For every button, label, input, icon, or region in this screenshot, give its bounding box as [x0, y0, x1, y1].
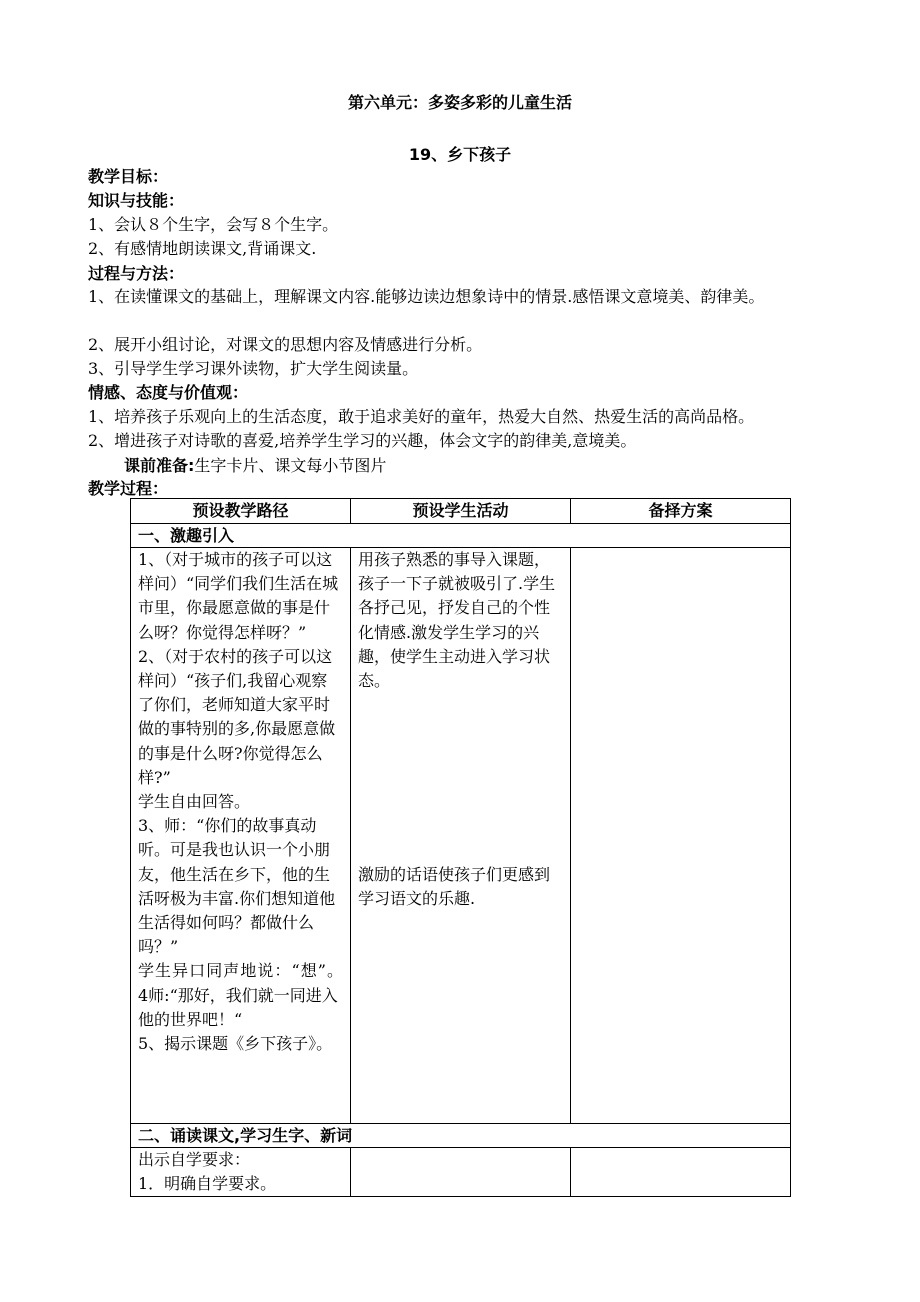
- path-paragraph: 4师:“那好，我们就一同进入他的世界吧！“: [138, 985, 338, 1029]
- activity-cell: [351, 1148, 571, 1197]
- prep-text: 生字卡片、课文每小节图片: [194, 456, 387, 475]
- section-row: [131, 1124, 791, 1148]
- knowledge-item: 2、有感情地朗读课文,背诵课文.: [88, 239, 317, 258]
- path-paragraph: 5、揭示课题《乡下孩子》。: [138, 1034, 333, 1054]
- lesson-title: 19、乡下孩子: [408, 145, 512, 164]
- knowledge-item: 1、会认８个生字，会写８个生字。: [88, 215, 339, 234]
- header-path: 预设教学路径: [131, 499, 351, 524]
- objectives-heading: 教学目标：: [88, 167, 169, 186]
- path-cell: [131, 548, 351, 1124]
- section-title: 一、激趣引入: [131, 524, 791, 548]
- table-header-row: [131, 499, 791, 524]
- table-row: [131, 1148, 791, 1197]
- path-paragraph: 学生异口同声地说：“想”。: [138, 961, 343, 981]
- path-paragraph: 1．明确自学要求。: [138, 1174, 277, 1194]
- attitude-item: 1、培养孩子乐观向上的生活态度，敢于追求美好的童年，热爱大自然、热爱生活的高尚品格。: [88, 407, 755, 426]
- path-paragraph: 2、（对于农村的孩子可以这样问）“孩子们,我留心观察了你们，老师知道大家平时做的事特别的多,你最愿意做的事是什么呀?你觉得怎么样?”: [138, 646, 336, 787]
- path-paragraph: 出示自学要求：: [138, 1150, 251, 1169]
- activity-paragraph: 激励的话语使孩子们更感到学习语文的乐趣.: [358, 865, 551, 909]
- process-method-item: 3、引导学生学习课外读物，扩大学生阅读量。: [88, 359, 419, 378]
- attitude-heading: 情感、态度与价值观：: [88, 383, 249, 402]
- alternative-cell: [571, 1148, 791, 1197]
- path-paragraph: 1、（对于城市的孩子可以这样问）“同学们我们生活在城市里，你最愿意做的事是什么呀？你觉得怎样呀？”: [138, 550, 339, 642]
- teaching-process-table: [130, 498, 791, 1197]
- path-paragraph: 3、师：“你们的故事真动听。可是我也认识一个小朋友，他生活在乡下，他的生活呀极为丰富.你们想知道他生活得如何吗？都做什么吗？”: [138, 816, 336, 957]
- process-method-heading: 过程与方法：: [88, 264, 185, 283]
- activity-paragraph: 用孩子熟悉的事导入课题，孩子一下子就被吸引了.学生各抒己见，抒发自己的个性化情感.激发学生学习的兴趣，使学生主动进入学习状态。: [358, 550, 556, 691]
- section-title: 二、诵读课文,学习生字、新词: [131, 1124, 791, 1148]
- section-row: [131, 524, 791, 548]
- prep-line: [124, 453, 386, 476]
- process-method-item: 1、在读懂课文的基础上，理解课文内容.能够边读边想象诗中的情景.感悟课文意境美、韵律美。: [88, 287, 765, 306]
- path-cell: [131, 1148, 351, 1197]
- alternative-cell: [571, 548, 791, 1124]
- knowledge-heading: 知识与技能：: [88, 191, 185, 210]
- header-alternative: 备择方案: [571, 499, 791, 524]
- process-heading: 教学过程：: [88, 479, 169, 498]
- path-paragraph: 学生自由回答。: [138, 792, 251, 812]
- activity-cell: [351, 548, 571, 1124]
- prep-label: 课前准备:: [124, 456, 195, 475]
- process-method-item: 2、展开小组讨论，对课文的思想内容及情感进行分析。: [88, 335, 483, 354]
- header-activity: 预设学生活动: [351, 499, 571, 524]
- unit-title: 第六单元：多姿多彩的儿童生活: [347, 93, 572, 112]
- table-row: [131, 548, 791, 1124]
- attitude-item: 2、增进孩子对诗歌的喜爱,培养学生学习的兴趣，体会文字的韵律美,意境美。: [88, 431, 637, 450]
